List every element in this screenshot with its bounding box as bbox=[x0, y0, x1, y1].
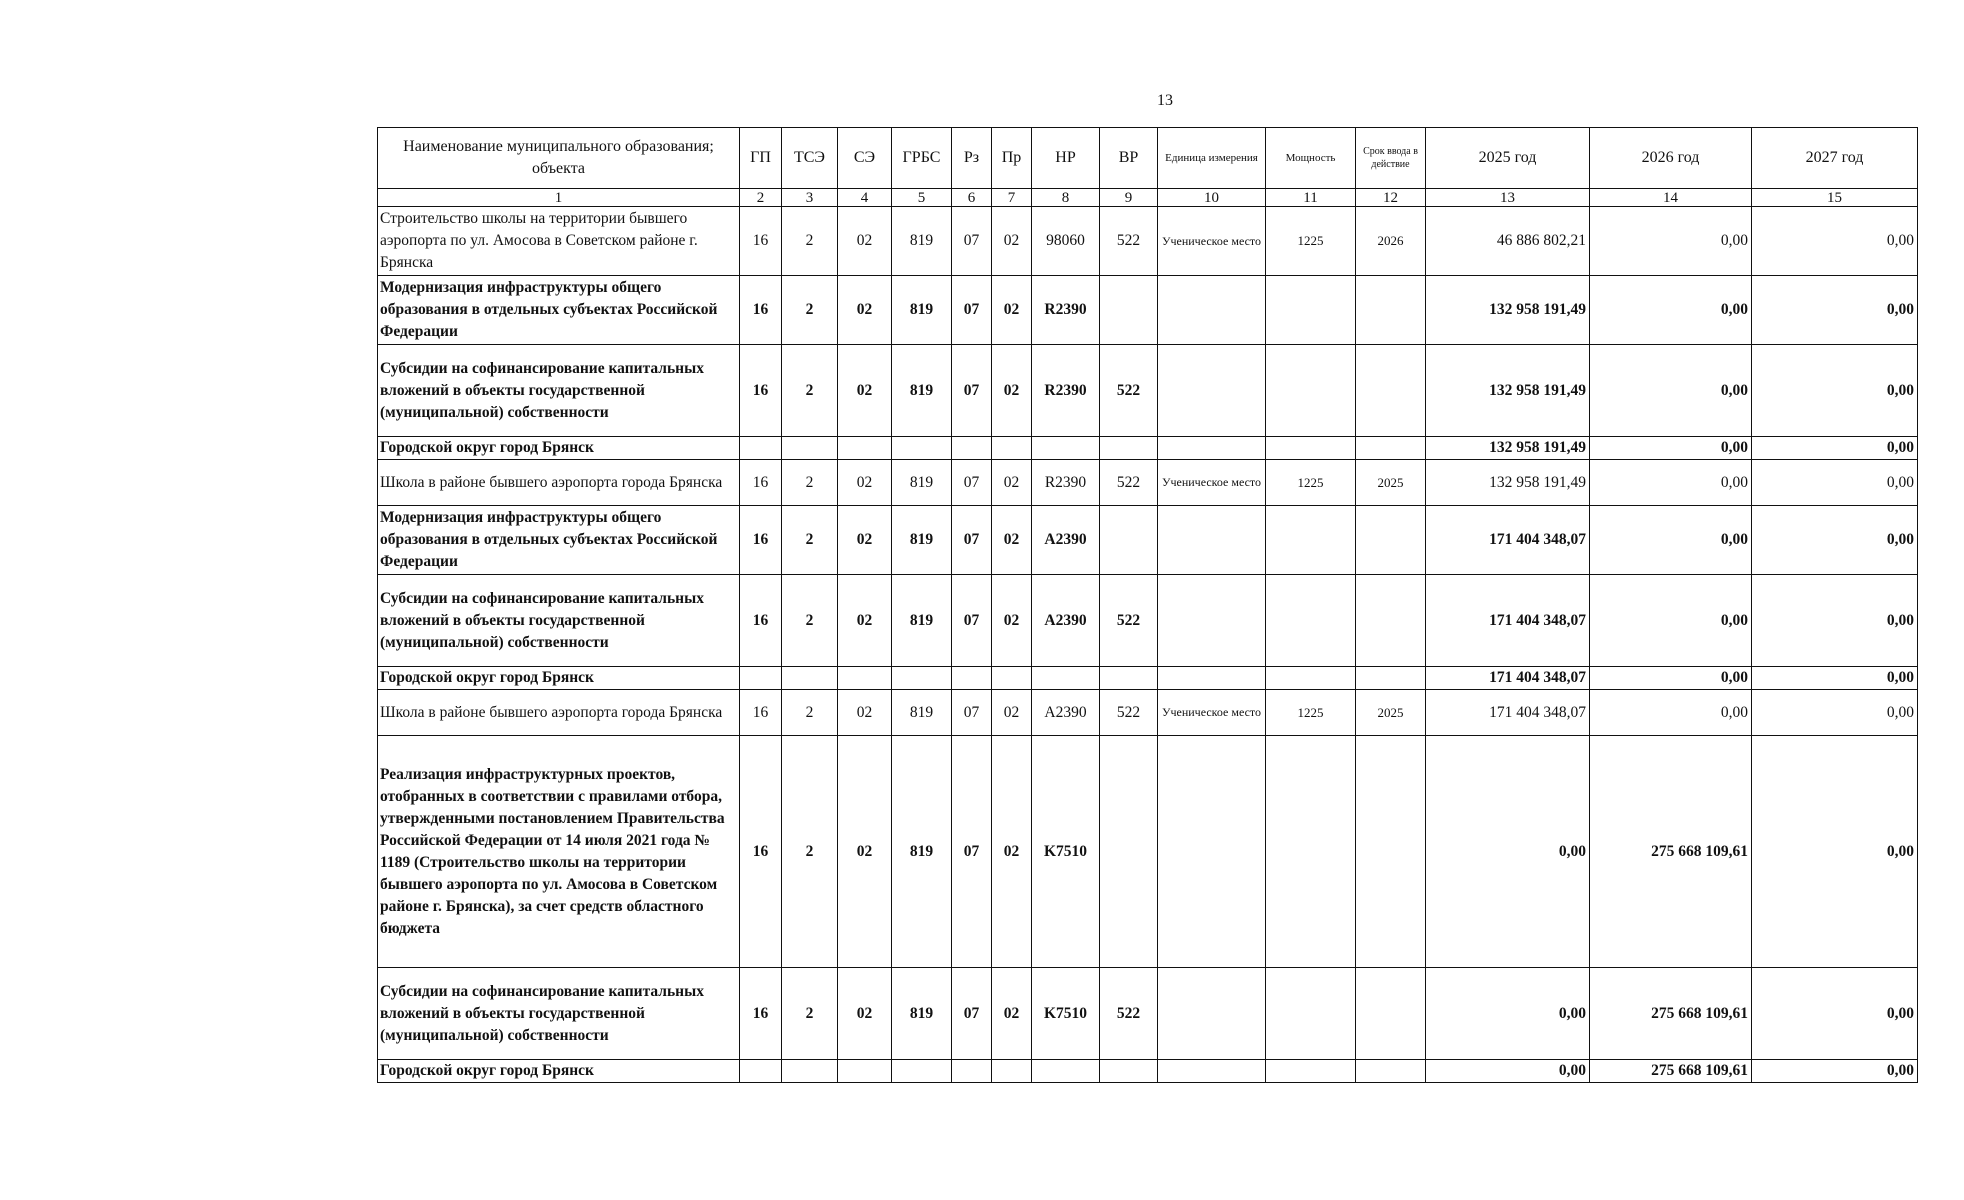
amount-2025: 132 958 191,49 bbox=[1426, 437, 1590, 460]
vr-cell: 522 bbox=[1100, 345, 1158, 437]
header-grbs: ГРБС bbox=[892, 128, 952, 189]
page-number: 13 bbox=[1157, 92, 1173, 109]
power-cell bbox=[1266, 345, 1356, 437]
nr-cell: K7510 bbox=[1032, 968, 1100, 1060]
header-term: Срок ввода в действие bbox=[1356, 128, 1426, 189]
pr-cell bbox=[992, 437, 1032, 460]
column-number: 4 bbox=[838, 189, 892, 207]
se-cell: 02 bbox=[838, 736, 892, 968]
amount-2025: 46 886 802,21 bbox=[1426, 207, 1590, 276]
amount-2025: 132 958 191,49 bbox=[1426, 345, 1590, 437]
grbs-cell bbox=[892, 667, 952, 690]
vr-cell bbox=[1100, 437, 1158, 460]
table-row bbox=[378, 968, 1918, 1060]
amount-2025: 171 404 348,07 bbox=[1426, 575, 1590, 667]
amount-2026: 0,00 bbox=[1590, 207, 1752, 276]
tse-cell: 2 bbox=[782, 506, 838, 575]
pr-cell: 02 bbox=[992, 575, 1032, 667]
unit-cell bbox=[1158, 345, 1266, 437]
object-name: Модернизация инфраструктуры общего образования в отдельных субъектах Российской Федерации bbox=[378, 506, 740, 575]
column-number: 13 bbox=[1426, 189, 1590, 207]
tse-cell: 2 bbox=[782, 575, 838, 667]
power-cell bbox=[1266, 575, 1356, 667]
amount-2025: 171 404 348,07 bbox=[1426, 690, 1590, 736]
nr-cell: K7510 bbox=[1032, 736, 1100, 968]
object-name: Субсидии на софинансирование капитальных вложений в объекты государственной (муниципальной) собственности bbox=[378, 968, 740, 1060]
header-pr: Пр bbox=[992, 128, 1032, 189]
header-vr: ВР bbox=[1100, 128, 1158, 189]
amount-2027: 0,00 bbox=[1752, 1060, 1918, 1083]
header-row bbox=[378, 128, 1918, 189]
gp-cell: 16 bbox=[740, 575, 782, 667]
header-name: Наименование муниципального образования; объекта bbox=[378, 128, 740, 189]
se-cell: 02 bbox=[838, 207, 892, 276]
grbs-cell: 819 bbox=[892, 690, 952, 736]
gp-cell: 16 bbox=[740, 968, 782, 1060]
amount-2026: 0,00 bbox=[1590, 690, 1752, 736]
header-rz: Рз bbox=[952, 128, 992, 189]
pr-cell: 02 bbox=[992, 968, 1032, 1060]
table-row bbox=[378, 345, 1918, 437]
nr-cell: A2390 bbox=[1032, 506, 1100, 575]
term-cell bbox=[1356, 736, 1426, 968]
column-number: 9 bbox=[1100, 189, 1158, 207]
amount-2026: 275 668 109,61 bbox=[1590, 968, 1752, 1060]
amount-2026: 0,00 bbox=[1590, 506, 1752, 575]
amount-2027: 0,00 bbox=[1752, 667, 1918, 690]
object-name: Строительство школы на территории бывшего аэропорта по ул. Амосова в Советском районе г. Брянска bbox=[378, 207, 740, 276]
power-cell bbox=[1266, 968, 1356, 1060]
nr-cell: R2390 bbox=[1032, 460, 1100, 506]
vr-cell bbox=[1100, 1060, 1158, 1083]
table-row bbox=[378, 575, 1918, 667]
budget-table bbox=[377, 127, 1918, 1083]
table-row bbox=[378, 736, 1918, 968]
amount-2027: 0,00 bbox=[1752, 968, 1918, 1060]
term-cell bbox=[1356, 506, 1426, 575]
grbs-cell bbox=[892, 1060, 952, 1083]
rz-cell: 07 bbox=[952, 506, 992, 575]
vr-cell bbox=[1100, 506, 1158, 575]
unit-cell bbox=[1158, 437, 1266, 460]
nr-cell: R2390 bbox=[1032, 276, 1100, 345]
term-cell: 2025 bbox=[1356, 690, 1426, 736]
unit-cell: Ученическое место bbox=[1158, 460, 1266, 506]
amount-2027: 0,00 bbox=[1752, 345, 1918, 437]
nr-cell bbox=[1032, 437, 1100, 460]
vr-cell: 522 bbox=[1100, 460, 1158, 506]
unit-cell: Ученическое место bbox=[1158, 207, 1266, 276]
amount-2025: 132 958 191,49 bbox=[1426, 460, 1590, 506]
power-cell bbox=[1266, 276, 1356, 345]
se-cell: 02 bbox=[838, 690, 892, 736]
vr-cell bbox=[1100, 736, 1158, 968]
column-number: 1 bbox=[378, 189, 740, 207]
header-tse: ТСЭ bbox=[782, 128, 838, 189]
power-cell bbox=[1266, 667, 1356, 690]
tse-cell bbox=[782, 1060, 838, 1083]
amount-2026: 0,00 bbox=[1590, 276, 1752, 345]
vr-cell: 522 bbox=[1100, 690, 1158, 736]
grbs-cell: 819 bbox=[892, 575, 952, 667]
tse-cell: 2 bbox=[782, 460, 838, 506]
column-number: 11 bbox=[1266, 189, 1356, 207]
amount-2027: 0,00 bbox=[1752, 460, 1918, 506]
tse-cell: 2 bbox=[782, 207, 838, 276]
power-cell bbox=[1266, 1060, 1356, 1083]
object-name: Субсидии на софинансирование капитальных вложений в объекты государственной (муниципальной) собственности bbox=[378, 345, 740, 437]
tse-cell bbox=[782, 437, 838, 460]
amount-2025: 0,00 bbox=[1426, 968, 1590, 1060]
grbs-cell: 819 bbox=[892, 345, 952, 437]
unit-cell bbox=[1158, 667, 1266, 690]
gp-cell: 16 bbox=[740, 207, 782, 276]
column-number: 14 bbox=[1590, 189, 1752, 207]
object-name: Субсидии на софинансирование капитальных вложений в объекты государственной (муниципальной) собственности bbox=[378, 575, 740, 667]
object-name: Школа в районе бывшего аэропорта города Брянска bbox=[378, 690, 740, 736]
amount-2027: 0,00 bbox=[1752, 690, 1918, 736]
tse-cell: 2 bbox=[782, 690, 838, 736]
amount-2026: 0,00 bbox=[1590, 345, 1752, 437]
se-cell bbox=[838, 1060, 892, 1083]
vr-cell bbox=[1100, 667, 1158, 690]
object-name: Городской округ город Брянск bbox=[378, 667, 740, 690]
unit-cell bbox=[1158, 736, 1266, 968]
vr-cell: 522 bbox=[1100, 968, 1158, 1060]
pr-cell: 02 bbox=[992, 736, 1032, 968]
tse-cell: 2 bbox=[782, 276, 838, 345]
term-cell bbox=[1356, 667, 1426, 690]
gp-cell bbox=[740, 437, 782, 460]
amount-2026: 0,00 bbox=[1590, 437, 1752, 460]
header-power: Мощность bbox=[1266, 128, 1356, 189]
term-cell bbox=[1356, 437, 1426, 460]
header-gp: ГП bbox=[740, 128, 782, 189]
se-cell: 02 bbox=[838, 506, 892, 575]
rz-cell: 07 bbox=[952, 207, 992, 276]
amount-2027: 0,00 bbox=[1752, 207, 1918, 276]
object-name: Городской округ город Брянск bbox=[378, 437, 740, 460]
grbs-cell: 819 bbox=[892, 506, 952, 575]
nr-cell: A2390 bbox=[1032, 575, 1100, 667]
pr-cell: 02 bbox=[992, 460, 1032, 506]
term-cell bbox=[1356, 345, 1426, 437]
gp-cell bbox=[740, 667, 782, 690]
gp-cell: 16 bbox=[740, 690, 782, 736]
vr-cell: 522 bbox=[1100, 575, 1158, 667]
table-row bbox=[378, 506, 1918, 575]
tse-cell bbox=[782, 667, 838, 690]
column-number: 2 bbox=[740, 189, 782, 207]
gp-cell: 16 bbox=[740, 506, 782, 575]
power-cell: 1225 bbox=[1266, 690, 1356, 736]
header-2027: 2027 год bbox=[1752, 128, 1918, 189]
amount-2025: 0,00 bbox=[1426, 736, 1590, 968]
nr-cell: R2390 bbox=[1032, 345, 1100, 437]
object-name: Школа в районе бывшего аэропорта города Брянска bbox=[378, 460, 740, 506]
pr-cell: 02 bbox=[992, 345, 1032, 437]
amount-2026: 275 668 109,61 bbox=[1590, 736, 1752, 968]
rz-cell bbox=[952, 437, 992, 460]
se-cell: 02 bbox=[838, 575, 892, 667]
column-number: 7 bbox=[992, 189, 1032, 207]
rz-cell bbox=[952, 667, 992, 690]
header-2025: 2025 год bbox=[1426, 128, 1590, 189]
amount-2025: 171 404 348,07 bbox=[1426, 506, 1590, 575]
column-number: 5 bbox=[892, 189, 952, 207]
amount-2027: 0,00 bbox=[1752, 506, 1918, 575]
grbs-cell: 819 bbox=[892, 968, 952, 1060]
amount-2026: 275 668 109,61 bbox=[1590, 1060, 1752, 1083]
column-number-row bbox=[378, 189, 1918, 207]
grbs-cell: 819 bbox=[892, 276, 952, 345]
object-name: Реализация инфраструктурных проектов, отобранных в соответствии с правилами отбора, утвержденными постановлением Правительства Российской Федерации от 14 июля 2021 года № 1189 (Строительство школы на территории бывшего аэропорта по ул. Амосова в Советском районе г. Брянска), за счет средств областного бюджета bbox=[378, 736, 740, 968]
rz-cell: 07 bbox=[952, 460, 992, 506]
se-cell: 02 bbox=[838, 968, 892, 1060]
power-cell bbox=[1266, 437, 1356, 460]
term-cell bbox=[1356, 1060, 1426, 1083]
power-cell: 1225 bbox=[1266, 207, 1356, 276]
rz-cell: 07 bbox=[952, 968, 992, 1060]
object-name: Городской округ город Брянск bbox=[378, 1060, 740, 1083]
pr-cell bbox=[992, 1060, 1032, 1083]
grbs-cell: 819 bbox=[892, 460, 952, 506]
amount-2025: 171 404 348,07 bbox=[1426, 667, 1590, 690]
grbs-cell bbox=[892, 437, 952, 460]
se-cell bbox=[838, 667, 892, 690]
pr-cell bbox=[992, 667, 1032, 690]
header-unit: Единица измерения bbox=[1158, 128, 1266, 189]
power-cell bbox=[1266, 736, 1356, 968]
amount-2026: 0,00 bbox=[1590, 460, 1752, 506]
gp-cell: 16 bbox=[740, 736, 782, 968]
term-cell bbox=[1356, 575, 1426, 667]
amount-2027: 0,00 bbox=[1752, 437, 1918, 460]
header-nr: НР bbox=[1032, 128, 1100, 189]
column-number: 10 bbox=[1158, 189, 1266, 207]
pr-cell: 02 bbox=[992, 207, 1032, 276]
pr-cell: 02 bbox=[992, 506, 1032, 575]
rz-cell: 07 bbox=[952, 575, 992, 667]
term-cell bbox=[1356, 276, 1426, 345]
tse-cell: 2 bbox=[782, 345, 838, 437]
amount-2026: 0,00 bbox=[1590, 667, 1752, 690]
nr-cell bbox=[1032, 667, 1100, 690]
se-cell: 02 bbox=[838, 276, 892, 345]
unit-cell bbox=[1158, 506, 1266, 575]
rz-cell: 07 bbox=[952, 276, 992, 345]
nr-cell: A2390 bbox=[1032, 690, 1100, 736]
amount-2027: 0,00 bbox=[1752, 736, 1918, 968]
gp-cell bbox=[740, 1060, 782, 1083]
gp-cell: 16 bbox=[740, 276, 782, 345]
column-number: 3 bbox=[782, 189, 838, 207]
grbs-cell: 819 bbox=[892, 736, 952, 968]
table-row bbox=[378, 460, 1918, 506]
table-row bbox=[378, 690, 1918, 736]
header-se: СЭ bbox=[838, 128, 892, 189]
unit-cell bbox=[1158, 575, 1266, 667]
total-row bbox=[378, 437, 1918, 460]
rz-cell bbox=[952, 1060, 992, 1083]
rz-cell: 07 bbox=[952, 736, 992, 968]
amount-2026: 0,00 bbox=[1590, 575, 1752, 667]
se-cell: 02 bbox=[838, 345, 892, 437]
column-number: 12 bbox=[1356, 189, 1426, 207]
amount-2025: 132 958 191,49 bbox=[1426, 276, 1590, 345]
header-2026: 2026 год bbox=[1590, 128, 1752, 189]
pr-cell: 02 bbox=[992, 276, 1032, 345]
term-cell bbox=[1356, 968, 1426, 1060]
table-row bbox=[378, 207, 1918, 276]
se-cell: 02 bbox=[838, 460, 892, 506]
unit-cell: Ученическое место bbox=[1158, 690, 1266, 736]
unit-cell bbox=[1158, 276, 1266, 345]
object-name: Модернизация инфраструктуры общего образования в отдельных субъектах Российской Федерации bbox=[378, 276, 740, 345]
tse-cell: 2 bbox=[782, 968, 838, 1060]
vr-cell bbox=[1100, 276, 1158, 345]
grbs-cell: 819 bbox=[892, 207, 952, 276]
column-number: 15 bbox=[1752, 189, 1918, 207]
unit-cell bbox=[1158, 968, 1266, 1060]
power-cell bbox=[1266, 506, 1356, 575]
amount-2027: 0,00 bbox=[1752, 575, 1918, 667]
total-row bbox=[378, 1060, 1918, 1083]
power-cell: 1225 bbox=[1266, 460, 1356, 506]
vr-cell: 522 bbox=[1100, 207, 1158, 276]
table-row bbox=[378, 276, 1918, 345]
total-row bbox=[378, 667, 1918, 690]
column-number: 8 bbox=[1032, 189, 1100, 207]
term-cell: 2026 bbox=[1356, 207, 1426, 276]
tse-cell: 2 bbox=[782, 736, 838, 968]
amount-2025: 0,00 bbox=[1426, 1060, 1590, 1083]
nr-cell: 98060 bbox=[1032, 207, 1100, 276]
se-cell bbox=[838, 437, 892, 460]
pr-cell: 02 bbox=[992, 690, 1032, 736]
gp-cell: 16 bbox=[740, 460, 782, 506]
column-number: 6 bbox=[952, 189, 992, 207]
rz-cell: 07 bbox=[952, 690, 992, 736]
nr-cell bbox=[1032, 1060, 1100, 1083]
amount-2027: 0,00 bbox=[1752, 276, 1918, 345]
term-cell: 2025 bbox=[1356, 460, 1426, 506]
gp-cell: 16 bbox=[740, 345, 782, 437]
unit-cell bbox=[1158, 1060, 1266, 1083]
rz-cell: 07 bbox=[952, 345, 992, 437]
